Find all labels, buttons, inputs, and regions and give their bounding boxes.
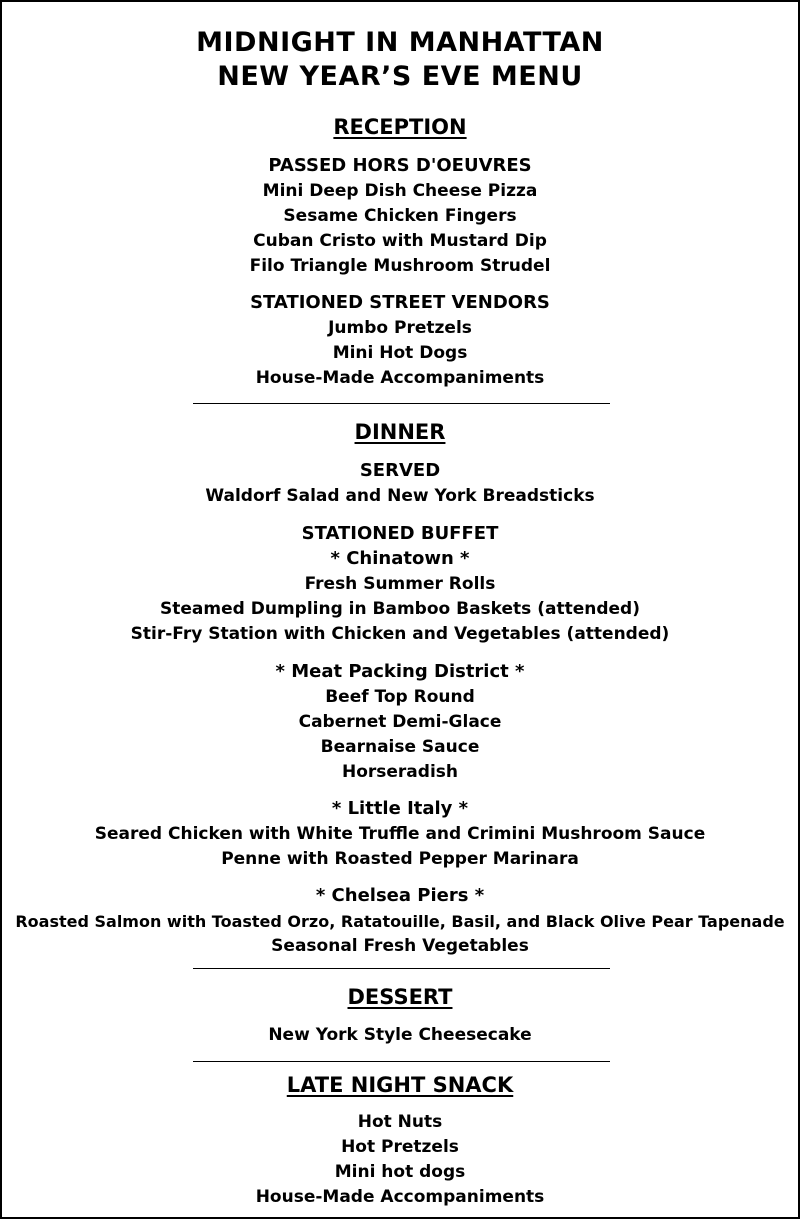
- late-night-snack-list: [2, 1110, 798, 1210]
- little-italy-list: [2, 822, 798, 872]
- late-night-snack-heading: LATE NIGHT SNACK: [286, 1073, 514, 1097]
- list-item: Steamed Dumpling in Bamboo Baskets (attended): [160, 599, 640, 619]
- served-heading: SERVED: [359, 460, 441, 481]
- list-item: Hot Pretzels: [341, 1137, 459, 1157]
- list-item: Horseradish: [341, 762, 458, 782]
- section-divider: [193, 968, 610, 969]
- street-vendors-list: [2, 316, 798, 391]
- list-item: Hot Nuts: [357, 1112, 443, 1132]
- list-item: Mini hot dogs: [334, 1162, 466, 1182]
- list-item: Filo Triangle Mushroom Strudel: [249, 256, 551, 276]
- section-divider: [193, 403, 610, 404]
- chelsea-piers-list: [2, 909, 798, 959]
- meat-packing-heading: * Meat Packing District *: [275, 661, 525, 682]
- list-item: Seared Chicken with White Truffle and Crimini Mushroom Sauce: [94, 824, 706, 844]
- list-item: Penne with Roasted Pepper Marinara: [221, 849, 579, 869]
- served-list: [2, 484, 798, 509]
- dessert-heading: DESSERT: [347, 985, 453, 1009]
- list-item: Stir-Fry Station with Chicken and Vegetables (attended): [130, 624, 670, 644]
- section-divider: [193, 1061, 610, 1062]
- list-item: New York Style Cheesecake: [268, 1025, 532, 1045]
- little-italy-heading: * Little Italy *: [331, 798, 469, 819]
- list-item: Fresh Summer Rolls: [304, 574, 496, 594]
- list-item: Cabernet Demi-Glace: [298, 712, 502, 732]
- list-item: Mini Deep Dish Cheese Pizza: [262, 181, 538, 201]
- chinatown-heading: * Chinatown *: [330, 548, 470, 569]
- list-item: Jumbo Pretzels: [328, 318, 472, 338]
- reception-heading: RECEPTION: [333, 115, 467, 139]
- chelsea-piers-heading: * Chelsea Piers *: [315, 885, 485, 906]
- list-item: Bearnaise Sauce: [320, 737, 480, 757]
- list-item: House-Made Accompaniments: [255, 1187, 545, 1207]
- menu-title-line1: MIDNIGHT IN MANHATTAN: [196, 27, 604, 58]
- dessert-list: [2, 1023, 798, 1048]
- list-item: Mini Hot Dogs: [332, 343, 468, 363]
- menu-title: [2, 26, 798, 94]
- list-item: Sesame Chicken Fingers: [283, 206, 517, 226]
- chinatown-list: [2, 572, 798, 647]
- list-item: Waldorf Salad and New York Breadsticks: [205, 486, 595, 506]
- meat-packing-list: [2, 685, 798, 785]
- dinner-heading: DINNER: [354, 420, 446, 444]
- hors-doeuvres-list: [2, 179, 798, 279]
- street-vendors-heading: STATIONED STREET VENDORS: [250, 292, 550, 313]
- menu-title-line2: NEW YEAR’S EVE MENU: [217, 61, 583, 92]
- list-item: House-Made Accompaniments: [255, 368, 545, 388]
- list-item: Cuban Cristo with Mustard Dip: [253, 231, 547, 251]
- list-item: Roasted Salmon with Toasted Orzo, Ratatouille, Basil, and Black Olive Pear Tapenade: [15, 912, 785, 931]
- buffet-heading: STATIONED BUFFET: [301, 523, 499, 544]
- hors-doeuvres-heading: PASSED HORS D'OEUVRES: [268, 155, 532, 176]
- list-item: Beef Top Round: [325, 687, 475, 707]
- list-item: Seasonal Fresh Vegetables: [271, 936, 529, 956]
